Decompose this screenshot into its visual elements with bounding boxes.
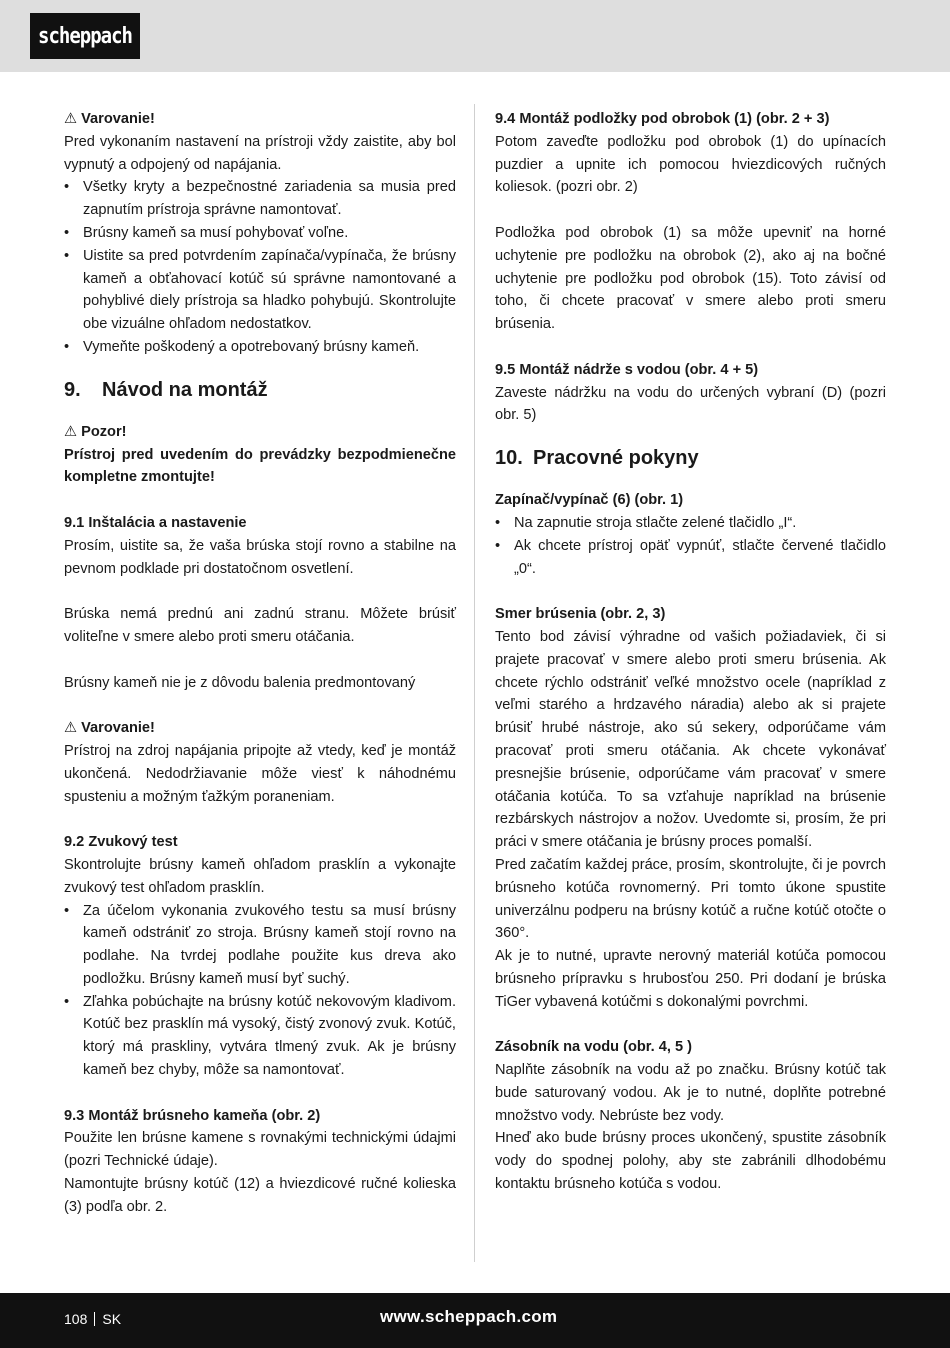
subsection-title: 9.4 Montáž podložky pod obrobok (1) (obr. 2 + 3) xyxy=(495,111,830,127)
paragraph: Pred začatím každej práce, prosím, skontrolujte, či je povrch brúsneho kotúča rovnomerný. Pri tomto úkone spustite univerzálnu podperu na brúsny kotúč a ručne kotúč otočte o 360°. xyxy=(495,856,886,942)
warning-heading: ⚠ Varovanie! xyxy=(64,108,456,131)
list-item: • Vymeňte poškodený a opotrebovaný brúsny kameň. xyxy=(64,338,420,355)
paragraph: Naplňte zásobník na vodu až po značku. Brúsny kotúč tak bude saturovaný vodou. Ak je to nutné, doplňte potrebné množstvo vody. Nebrúste bez vody. xyxy=(495,1062,886,1124)
footer-bar xyxy=(0,1293,950,1348)
section-heading-10: 10. Pracovné pokyny xyxy=(495,447,699,470)
page-info xyxy=(64,1311,121,1327)
caution-heading: ⚠ Pozor! xyxy=(64,421,456,444)
subsection-title: Zásobník na vodu (obr. 4, 5 ) xyxy=(495,1039,693,1056)
section-heading-9: 9. Návod na montáž xyxy=(64,378,268,401)
paragraph: Prosím, uistite sa, že vaša brúska stojí rovno a stabilne na pevnom podklade pri dostatočnom osvetlení. xyxy=(64,537,456,577)
page-separator xyxy=(94,1312,95,1326)
language-code: SK xyxy=(102,1311,122,1327)
list-item: • Zľahka pobúchajte na brúsny kotúč nekovovým kladivom. Kotúč bez prasklín má vysoký, čistý zvonový zvuk. Kotúč, ktorý má praskliny, vytvára tlmený zvuk. Ak je brúsny kameň bez chyby, môže sa namontovať. xyxy=(64,993,456,1079)
paragraph: Potom zaveďte podložku pod obrobok (1) do upínacích puzdier a upnite ich pomocou hviezdicových ručných koliesok. (pozri obr. 2) xyxy=(495,133,886,196)
list-item: • Uistite sa pred potvrdením zapínača/vypínača, že brúsny kameň a obťahovací kotúč sú správne namontované a pohyblivé diely prístroja sa hladko pohybujú. Skontrolujte obe vizuálne ohľadom nedostatkov. xyxy=(64,247,456,333)
paragraph: Namontujte brúsny kotúč (12) a hviezdicové ručné kolieska (3) podľa obr. 2. xyxy=(64,1176,456,1215)
caution-text: Prístroj pred uvedením do prevádzky bezpodmienečne kompletne zmontujte! xyxy=(64,446,456,486)
paragraph: Zaveste nádržku na vodu do určených vybraní (D) (pozri obr. 5) xyxy=(495,384,886,424)
column-divider xyxy=(474,104,475,1262)
subsection-title: 9.3 Montáž brúsneho kameňa (obr. 2) xyxy=(64,1107,321,1124)
right-column xyxy=(495,108,886,1196)
paragraph: Tento bod závisí výhradne od vašich požiadaviek, či si prajete pracovať v smere alebo proti smeru brúsenia. Ak chcete rýchlo odstrániť veľké množstvo ocele (napríklad z veľmi starého a hrdzavého náradia) alebo ak si prajete brúsiť hrubé nástroje, ako sú sekery, odporúčame vám pracovať proti smeru otáčania. Ak chcete vykonávať presnejšie brúsenie, odporúčame vám pracovať v smere otáčania kotúča. To sa vzťahuje napríklad na brúsenie rezbárskych nástrojov a nožov. Uvedomte si, prosím, že pri práci v smere otáčania je brúsny proces pomalší. xyxy=(495,628,886,851)
website-link[interactable]: www.scheppach.com xyxy=(380,1307,558,1326)
warning-text: Pred vykonaním nastavení na prístroji vždy zaistite, aby bol vypnutý a odpojený od napájania. xyxy=(64,133,456,173)
paragraph: Ak je to nutné, upravte nerovný materiál kotúča pomocou brúsneho prípravku s hrubosťou 250. Pri dodaní je brúska TiGer vybavená kotúčmi s dokonalými povrchmi. xyxy=(495,948,886,1010)
paragraph: Brúsny kameň nie je z dôvodu balenia predmontovaný xyxy=(64,674,416,691)
subsection-title: 9.5 Montáž nádrže s vodou (obr. 4 + 5) xyxy=(495,361,759,378)
header-bar xyxy=(0,0,950,72)
paragraph: Hneď ako bude brúsny proces ukončený, spustite zásobník vody do spodnej polohy, aby ste zabránili dlhodobému kontaktu brúsneho kotúča s vodou. xyxy=(495,1130,886,1193)
subsection-title: Zapínač/vypínač (6) (obr. 1) xyxy=(495,492,684,509)
scheppach-logo: scheppach xyxy=(30,13,140,59)
subsection-title: Smer brúsenia (obr. 2, 3) xyxy=(495,606,666,623)
paragraph: Použite len brúsne kamene s rovnakými technickými údajmi (pozri Technické údaje). xyxy=(64,1130,456,1170)
subsection-title: 9.2 Zvukový test xyxy=(64,834,178,851)
list-item: • Všetky kryty a bezpečnostné zariadenia sa musia pred zapnutím prístroja správne namontovať. xyxy=(64,179,456,219)
paragraph: Brúska nemá prednú ani zadnú stranu. Môžete brúsiť voliteľne v smere alebo proti smeru otáčania. xyxy=(64,606,456,645)
page-number: 108 xyxy=(64,1311,88,1327)
warning-icon: ⚠ xyxy=(64,423,78,440)
left-column xyxy=(64,108,456,1219)
subsection-title: 9.1 Inštalácia a nastavenie xyxy=(64,514,247,531)
warning-icon: ⚠ xyxy=(64,720,78,737)
list-item: • Brúsny kameň sa musí pohybovať voľne. xyxy=(64,224,349,241)
paragraph: Podložka pod obrobok (1) sa môže upevniť na horné uchytenie pre podložku na obrobok (2), ako aj na bočné uchytenie pre podložku pod obrobok (15). Toto závisí od toho, či chcete pracovať v smere alebo proti smeru brúsenia. xyxy=(495,224,886,333)
paragraph: Skontrolujte brúsny kameň ohľadom prasklín a vykonajte zvukový test ohľadom prasklín. xyxy=(64,856,456,896)
list-item: • Za účelom vykonania zvukového testu sa musí brúsny kameň odstrániť zo stroja. Brúsny kameň stojí rovno na podlahe. Na tvrdej podlahe použite kus dreva ako podložku. Brúsny kameň musí byť suchý. xyxy=(64,902,456,987)
warning-heading: ⚠ Varovanie! xyxy=(64,717,456,740)
list-item: • Na zapnutie stroja stlačte zelené tlačidlo „I“. xyxy=(495,514,797,531)
warning-icon: ⚠ xyxy=(64,111,78,127)
list-item: • Ak chcete prístroj opäť vypnúť, stlačte červené tlačidlo „0“. xyxy=(495,537,886,577)
warning-text: Prístroj na zdroj napájania pripojte až vtedy, keď je montáž ukončená. Nedodržiavanie môže viesť k náhodnému spusteniu a možným ťažkým poraneniam. xyxy=(64,742,456,805)
